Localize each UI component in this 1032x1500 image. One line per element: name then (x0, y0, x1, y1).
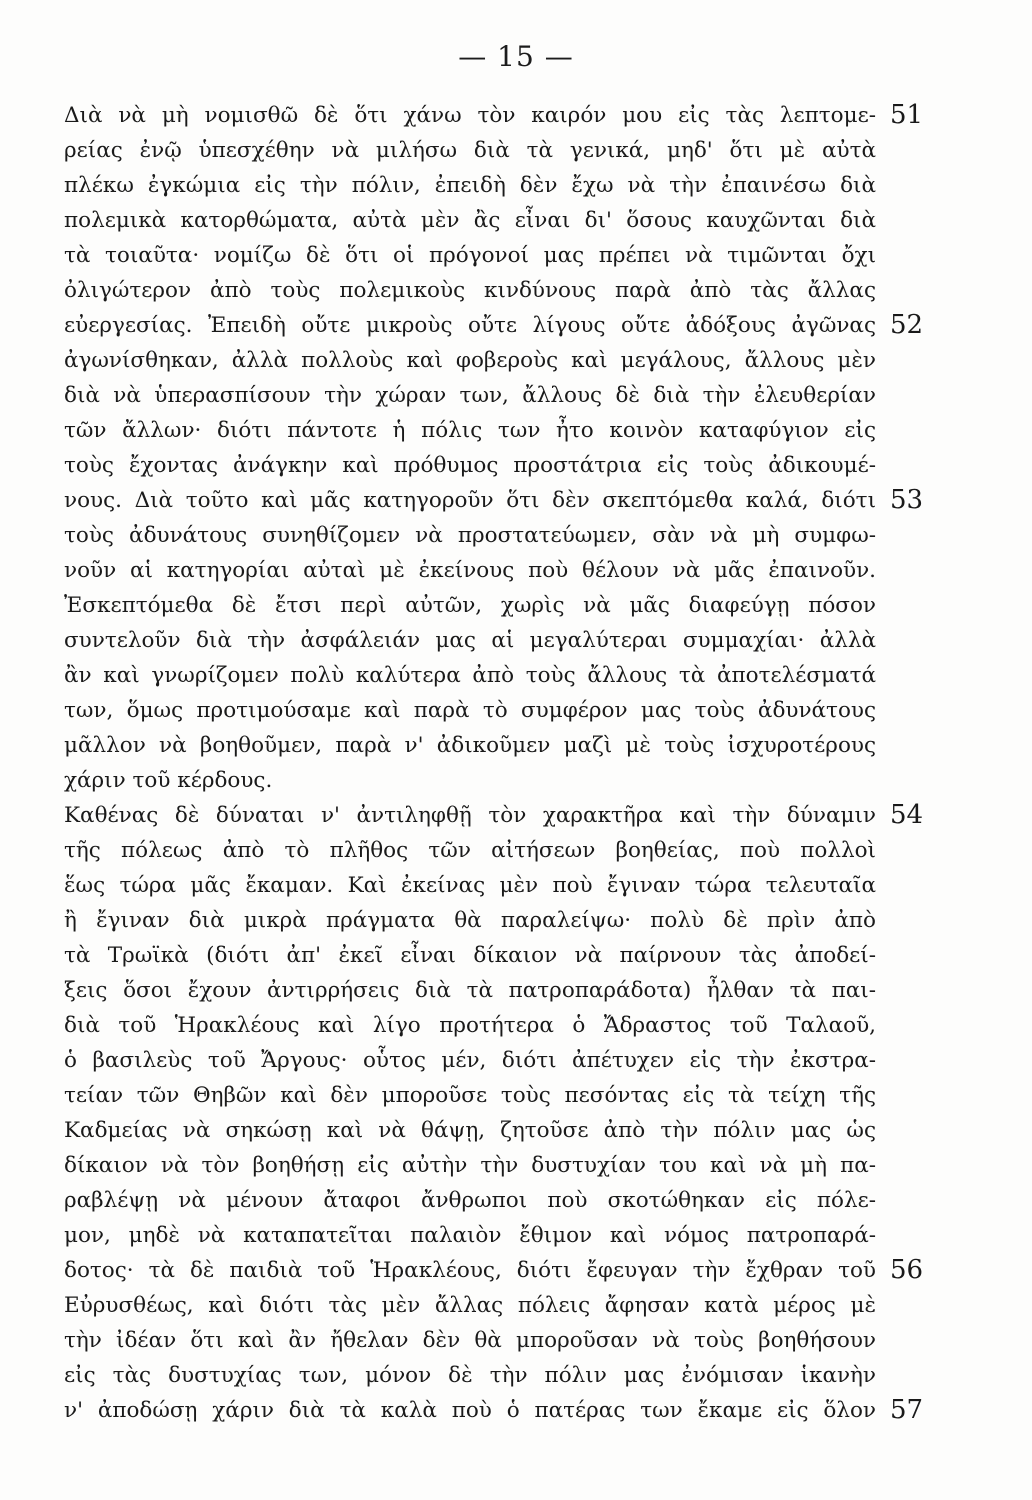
line-text: Διὰ νὰ μὴ νομισθῶ δὲ ὅτι χάνω τὸν καιρόν μου εἰς τὰς λεπτομε- (64, 103, 876, 128)
margin-section-number: 56 (890, 1255, 924, 1285)
text-line (64, 1288, 876, 1323)
line-text: μον, μηδὲ νὰ καταπατεῖται παλαιὸν ἔθιμον καὶ νόμος πατροπαρά- (64, 1223, 876, 1248)
line-text: εἰς τὰς δυστυχίας των, μόνον δὲ τὴν πόλιν μας ἐνόμισαν ἱκανὴν (64, 1363, 876, 1388)
line-text: ν' ἀποδώσῃ χάριν διὰ τὰ καλὰ ποὺ ὁ πατέρας των ἔκαμε εἰς ὅλον (64, 1398, 876, 1423)
line-text: χάριν τοῦ κέρδους. (64, 768, 273, 793)
text-line (64, 1008, 876, 1043)
margin-section-number: 52 (890, 310, 924, 340)
text-line (64, 483, 924, 518)
text-line (64, 553, 876, 588)
text-body (64, 98, 924, 1428)
line-text: ραβλέψῃ νὰ μένουν ἄταφοι ἄνθρωποι ποὺ σκοτώθηκαν εἰς πόλε- (64, 1188, 876, 1213)
text-line (64, 973, 876, 1008)
line-text: ρείας ἐνῷ ὑπεσχέθην νὰ μιλήσω διὰ τὰ γενικά, μηδ' ὅτι μὲ αὐτὰ (64, 138, 876, 163)
line-text: Ἐσκεπτόμεθα δὲ ἔτσι περὶ αὐτῶν, χωρὶς νὰ μᾶς διαφεύγῃ πόσον (64, 593, 876, 618)
line-text: τὰ Τρωϊκὰ (διότι ἀπ' ἐκεῖ εἶναι δίκαιον νὰ παίρνουν τὰς ἀποδεί- (64, 943, 876, 968)
text-line (64, 413, 876, 448)
text-line (64, 903, 876, 938)
line-text: διὰ νὰ ὑπερασπίσουν τὴν χώραν των, ἄλλους δὲ διὰ τὴν ἐλευθερίαν (64, 383, 876, 408)
text-line (64, 1393, 924, 1428)
margin-section-number: 57 (890, 1395, 924, 1425)
text-line (64, 623, 876, 658)
text-line (64, 98, 924, 133)
text-line (64, 1183, 876, 1218)
line-text: εὐεργεσίας. Ἐπειδὴ οὔτε μικροὺς οὔτε λίγους οὔτε ἀδόξους ἀγῶνας (64, 313, 876, 338)
text-line (64, 238, 876, 273)
text-line (64, 448, 876, 483)
text-line (64, 798, 924, 833)
line-text: νοῦν αἱ κατηγορίαι αὐταὶ μὲ ἐκείνους ποὺ θέλουν νὰ μᾶς ἐπαινοῦν. (64, 558, 876, 583)
line-text: διὰ τοῦ Ἡρακλέους καὶ λίγο προτήτερα ὁ Ἄδραστος τοῦ Ταλαοῦ, (64, 1013, 876, 1038)
text-line (64, 728, 876, 763)
text-line (64, 308, 924, 343)
line-text: ἕως τώρα μᾶς ἔκαμαν. Καὶ ἐκείνας μὲν ποὺ ἔγιναν τώρα τελευταῖα (64, 873, 876, 898)
line-text: συντελοῦν διὰ τὴν ἀσφάλειάν μας αἱ μεγαλύτεραι συμμαχίαι· ἀλλὰ (64, 628, 876, 653)
text-line (64, 1113, 876, 1148)
line-text: Καθένας δὲ δύναται ν' ἀντιληφθῇ τὸν χαρακτῆρα καὶ τὴν δύναμιν (64, 803, 876, 828)
margin-section-number: 53 (890, 485, 924, 515)
text-line (64, 1253, 924, 1288)
line-text: ἢ ἔγιναν διὰ μικρὰ πράγματα θὰ παραλείψω· πολὺ δὲ πρὶν ἀπὸ (64, 908, 876, 933)
line-text: ξεις ὅσοι ἔχουν ἀντιρρήσεις διὰ τὰ πατροπαράδοτα) ἦλθαν τὰ παι- (64, 978, 876, 1003)
text-line (64, 868, 876, 903)
line-text: τοὺς ἔχοντας ἀνάγκην καὶ πρόθυμος προστάτρια εἰς τοὺς ἀδικουμέ- (64, 453, 876, 478)
text-line (64, 273, 876, 308)
line-text: τῶν ἄλλων· διότι πάντοτε ἡ πόλις των ἦτο κοινὸν καταφύγιον εἰς (64, 418, 876, 443)
text-line (64, 1148, 876, 1183)
text-line (64, 588, 876, 623)
line-text: ἂν καὶ γνωρίζομεν πολὺ καλύτερα ἀπὸ τοὺς ἄλλους τὰ ἀποτελέσματά (64, 663, 876, 688)
text-line (64, 378, 876, 413)
text-line (64, 343, 876, 378)
line-text: τὴν ἰδέαν ὅτι καὶ ἂν ἤθελαν δὲν θὰ μποροῦσαν νὰ τοὺς βοηθήσουν (64, 1328, 876, 1353)
line-text: τὰ τοιαῦτα· νομίζω δὲ ὅτι οἱ πρόγονοί μας πρέπει νὰ τιμῶνται ὄχι (64, 243, 876, 268)
line-text: δίκαιον νὰ τὸν βοηθήσῃ εἰς αὐτὴν τὴν δυστυχίαν του καὶ νὰ μὴ πα- (64, 1153, 876, 1178)
line-text: νους. Διὰ τοῦτο καὶ μᾶς κατηγοροῦν ὅτι δὲν σκεπτόμεθα καλά, διότι (64, 488, 876, 513)
line-text: ἀγωνίσθηκαν, ἀλλὰ πολλοὺς καὶ φοβεροὺς καὶ μεγάλους, ἄλλους μὲν (64, 348, 876, 373)
line-text: δοτος· τὰ δὲ παιδιὰ τοῦ Ἡρακλέους, διότι ἔφευγαν τὴν ἔχθραν τοῦ (64, 1258, 876, 1283)
text-line (64, 1078, 876, 1113)
text-line (64, 938, 876, 973)
line-text: ὁ βασιλεὺς τοῦ Ἄργους· οὗτος μέν, διότι ἀπέτυχεν εἰς τὴν ἐκστρα- (64, 1048, 876, 1073)
margin-section-number: 51 (890, 100, 924, 130)
margin-section-number: 54 (890, 800, 924, 830)
text-line (64, 168, 876, 203)
text-line (64, 1323, 876, 1358)
line-text: Εὐρυσθέως, καὶ διότι τὰς μὲν ἄλλας πόλεις ἄφησαν κατὰ μέρος μὲ (64, 1293, 876, 1318)
line-text: τοὺς ἀδυνάτους συνηθίζομεν νὰ προστατεύωμεν, σὰν νὰ μὴ συμφω- (64, 523, 876, 548)
text-line (64, 1218, 876, 1253)
text-line (64, 203, 876, 238)
text-line (64, 833, 876, 868)
line-text: πολεμικὰ κατορθώματα, αὐτὰ μὲν ἂς εἶναι δι' ὅσους καυχῶνται διὰ (64, 208, 876, 233)
line-text: μᾶλλον νὰ βοηθοῦμεν, παρὰ ν' ἀδικοῦμεν μαζὶ μὲ τοὺς ἰσχυροτέρους (64, 733, 876, 758)
text-line (64, 658, 876, 693)
line-text: τείαν τῶν Θηβῶν καὶ δὲν μποροῦσε τοὺς πεσόντας εἰς τὰ τείχη τῆς (64, 1083, 876, 1108)
line-text: των, ὅμως προτιμούσαμε καὶ παρὰ τὸ συμφέρον μας τοὺς ἀδυνάτους (64, 698, 876, 723)
line-text: τῆς πόλεως ἀπὸ τὸ πλῆθος τῶν αἰτήσεων βοηθείας, ποὺ πολλοὶ (64, 838, 876, 863)
line-text: πλέκω ἐγκώμια εἰς τὴν πόλιν, ἐπειδὴ δὲν ἔχω νὰ τὴν ἐπαινέσω διὰ (64, 173, 876, 198)
text-line (64, 518, 876, 553)
text-line (64, 763, 876, 798)
text-line (64, 693, 876, 728)
text-line (64, 133, 876, 168)
text-line (64, 1043, 876, 1078)
text-line (64, 1358, 876, 1393)
line-text: Καδμείας νὰ σηκώσῃ καὶ νὰ θάψῃ, ζητοῦσε ἀπὸ τὴν πόλιν μας ὡς (64, 1118, 876, 1143)
page-number: — 15 — (458, 40, 574, 73)
line-text: ὀλιγώτερον ἀπὸ τοὺς πολεμικοὺς κινδύνους παρὰ ἀπὸ τὰς ἄλλας (64, 278, 876, 303)
